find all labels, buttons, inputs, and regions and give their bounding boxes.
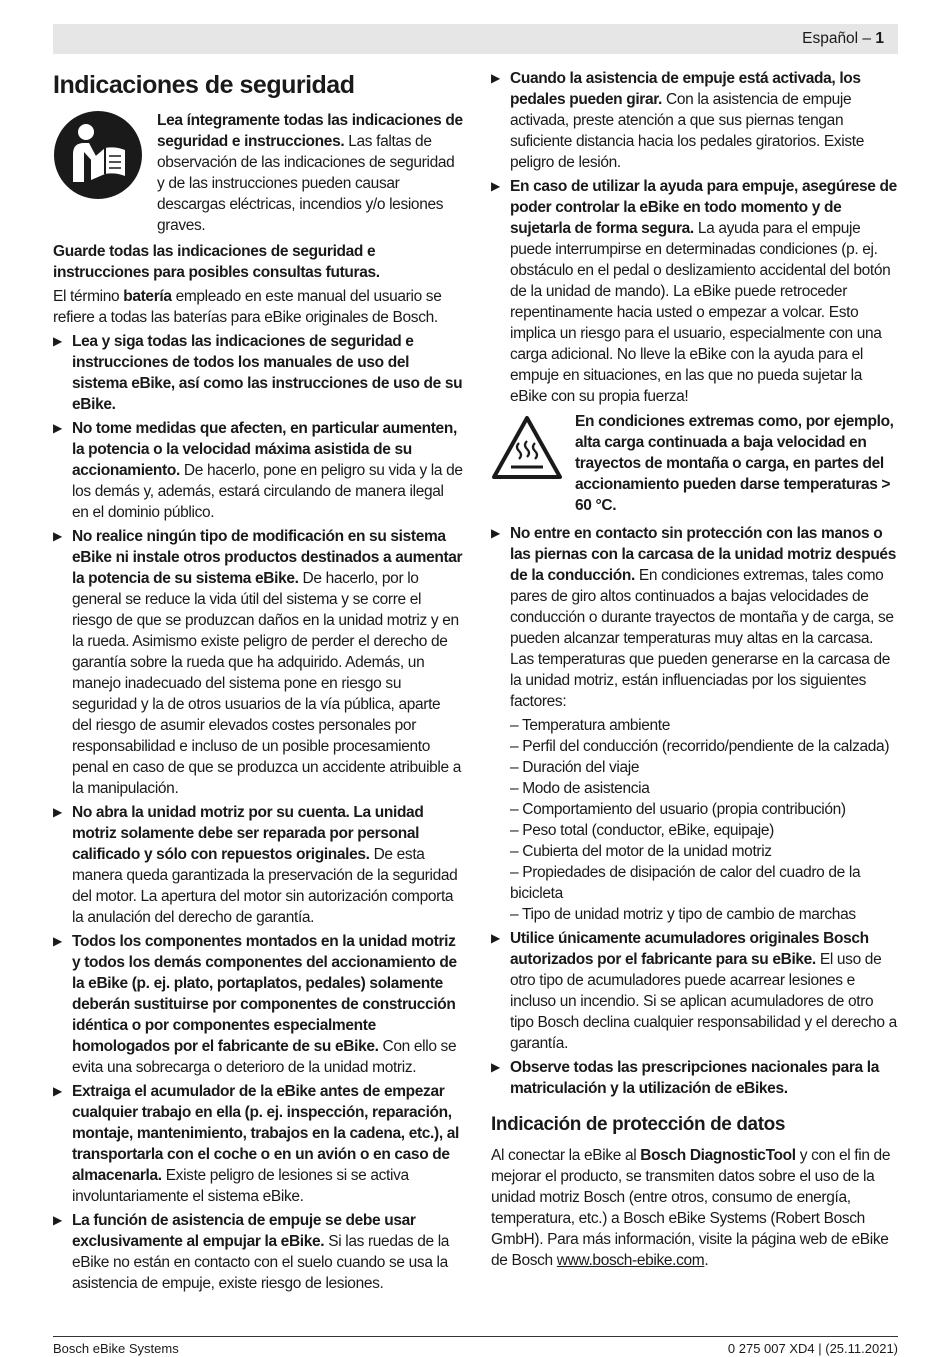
keep-instructions: Guarde todas las indicaciones de seguridad e instrucciones para posibles consultas futuras. bbox=[53, 243, 380, 281]
bullet-arrow-icon: ▶ bbox=[491, 931, 500, 945]
bullet-text: De esta manera queda garantizada la preservación de la seguridad del motor. La apertura del motor sin autorización comporta la anulación del derecho de garantía. bbox=[72, 846, 458, 926]
page-footer bbox=[53, 1336, 898, 1356]
bosch-ebike-link[interactable]: www.bosch-ebike.com bbox=[556, 1252, 705, 1269]
intro-bold: Lea íntegramente todas las indicaciones de seguridad e instrucciones. bbox=[157, 112, 463, 150]
bullet-item bbox=[491, 176, 899, 407]
factor-item: – Duración del viaje bbox=[510, 759, 640, 776]
data-end: . bbox=[704, 1252, 709, 1269]
bullet-text: La ayuda para el empuje puede interrumpirse en determinadas condiciones (p. ej. obstáculo en el pedal o deslizamiento accidental del botón de la unidad de mando). La eBike puede retroceder repentinamente hacia usted o empezar a volcar. Esto implica un riesgo para el usuario, especialmente con una carga adicional. No lleve la eBike con la ayuda para el empuje en situaciones, en las que no pueda sujetar la eBike con su propia fuerza! bbox=[510, 220, 891, 405]
diagnostic-tool-name: Bosch DiagnosticTool bbox=[640, 1147, 796, 1164]
bullet-text: El uso de otro tipo de acumuladores puede acarrear lesiones e incluso un incendio. Si se aplican acumuladores de otro tipo Bosch declina cualquier responsabilidad y el derecho a garantía. bbox=[510, 951, 897, 1052]
intro-block bbox=[53, 110, 463, 239]
bullet-text: Con ello se evita una sobrecarga o deterioro de la unidad motriz. bbox=[72, 1038, 457, 1076]
bullet-item bbox=[53, 526, 463, 799]
bullet-arrow-icon: ▶ bbox=[491, 526, 500, 540]
bullet-arrow-icon: ▶ bbox=[53, 1213, 62, 1227]
factor-item: – Comportamiento del usuario (propia contribución) bbox=[510, 801, 846, 818]
bullet-item bbox=[491, 68, 899, 173]
read-manual-icon bbox=[53, 110, 143, 200]
hot-surface-warning bbox=[491, 411, 899, 519]
data-c: y con el fin de mejorar el producto, se transmiten datos sobre el uso de la unidad motriz Bosch (entre otros, consumo de energía, temperatura, etc.) a Bosch eBike Systems (Robert Bosch GmbH). Para más información, visite la página web de eBike de Bosch bbox=[491, 1147, 891, 1269]
bullet-text: En condiciones extremas, tales como pares de giro altos continuados a bajas velocidades de conducción o durante trayectos de montaña y de carga, se pueden alcanzar temperaturas muy altas en la carcasa. Las temperaturas que pueden generarse en la carcasa de la unidad motriz, están influenciadas por los siguientes factores: bbox=[510, 567, 894, 710]
bullet-arrow-icon: ▶ bbox=[53, 1084, 62, 1098]
data-protection-text bbox=[491, 1145, 899, 1271]
bullet-bold: Observe todas las prescripciones nacionales para la matriculación y la utilización de eBikes. bbox=[510, 1059, 879, 1097]
header-language: Español – bbox=[802, 30, 872, 47]
bullet-arrow-icon: ▶ bbox=[53, 529, 62, 543]
bullet-item bbox=[53, 931, 463, 1078]
right-column bbox=[491, 68, 899, 1274]
term-a: El término bbox=[53, 288, 124, 305]
bullet-text: De hacerlo, por lo general se reduce la vida útil del sistema y se corre el riesgo de que se produzcan daños en la unidad motriz y en la rueda. Asimismo existe peligro de perder el derecho de garantía sobre la rueda que ha adquirido. Además, un manejo inadecuado del sistema pone en riesgo su seguridad y la de otros usuarios de la vía pública, aparte del riesgo de asumir elevados costes personales por responsabilidad e incluso de un posible procesamiento penal en caso de que se produzca un accidente atribuible a la manipulación. bbox=[72, 570, 462, 797]
factor-item: – Modo de asistencia bbox=[510, 780, 650, 797]
bullet-arrow-icon: ▶ bbox=[53, 805, 62, 819]
bullet-bold: No realice ningún tipo de modificación en su sistema eBike ni instale otros productos destinados a aumentar la potencia de su sistema eBike. bbox=[72, 528, 463, 587]
factor-item: – Propiedades de disipación de calor del cuadro de la bicicleta bbox=[510, 864, 861, 902]
bullet-text: De hacerlo, pone en peligro su vida y la de los demás y, además, estará circulando de manera ilegal en el dominio público. bbox=[72, 462, 463, 521]
battery-term bbox=[53, 286, 463, 328]
factor-item: – Perfil del conducción (recorrido/pendiente de la calzada) bbox=[510, 738, 890, 755]
intro-rest: Las faltas de observación de las indicaciones de seguridad y de las instrucciones pueden causar descargas eléctricas, incendios y/o lesiones graves. bbox=[157, 133, 455, 234]
bullet-bold: La función de asistencia de empuje se debe usar exclusivamente al empujar la eBike. bbox=[72, 1212, 416, 1250]
factor-item: – Cubierta del motor de la unidad motriz bbox=[510, 843, 772, 860]
bullet-arrow-icon: ▶ bbox=[53, 334, 62, 348]
header-text bbox=[802, 30, 884, 48]
left-bullet-list bbox=[53, 331, 463, 1294]
bullet-bold: Extraiga el acumulador de la eBike antes de empezar cualquier trabajo en ella (p. ej. inspección, reparación, montaje, mantenimiento, trabajos en la cadena, etc.), al transportarla con el coche o en un avión o en caso de almacenarla. bbox=[72, 1083, 459, 1184]
bullet-item bbox=[53, 1210, 463, 1294]
term-c: empleado en este manual del usuario se refiere a todas las baterías para eBike originales de Bosch. bbox=[53, 288, 442, 326]
intro-text bbox=[157, 110, 463, 236]
page-number: 1 bbox=[875, 30, 884, 47]
bullet-bold: No tome medidas que afecten, en particular aumenten, la potencia o la velocidad máxima asistida de su accionamiento. bbox=[72, 420, 457, 479]
bullet-bold: No abra la unidad motriz por su cuenta. La unidad motriz solamente debe ser reparada por personal calificado y sólo con repuestos originales. bbox=[72, 804, 424, 863]
hot-surface-icon bbox=[491, 415, 563, 481]
data-protection-title: Indicación de protección de datos bbox=[491, 1114, 786, 1135]
bullet-item bbox=[491, 1057, 899, 1099]
bullet-bold: Todos los componentes montados en la unidad motriz y todos los demás componentes del accionamiento de la eBike (p. ej. plato, portaplatos, pedales) solamente deberán sustituirse por componentes de construcción idéntica o por componentes especialmente homologados por el fabricante de su eBike. bbox=[72, 933, 457, 1055]
bullet-bold: En caso de utilizar la ayuda para empuje, asegúrese de poder controlar la eBike en todo momento y de sujetarla de forma segura. bbox=[510, 178, 897, 237]
bullet-arrow-icon: ▶ bbox=[53, 421, 62, 435]
left-column bbox=[53, 68, 463, 1297]
bullet-item bbox=[491, 523, 899, 712]
bullet-bold: Lea y siga todas las indicaciones de seguridad e instrucciones de todos los manuales de uso del sistema eBike, así como las instrucciones de uso de su eBike. bbox=[72, 333, 463, 413]
bullet-bold: Utilice únicamente acumuladores originales Bosch autorizados por el fabricante para su eBike. bbox=[510, 930, 869, 968]
factor-item: – Peso total (conductor, eBike, equipaje) bbox=[510, 822, 774, 839]
section-title: Indicaciones de seguridad bbox=[53, 71, 355, 99]
bullet-arrow-icon: ▶ bbox=[491, 71, 500, 85]
footer-company: Bosch eBike Systems bbox=[53, 1341, 179, 1356]
bullet-item bbox=[53, 418, 463, 523]
bullet-text: Existe peligro de lesiones si se activa involuntariamente el sistema eBike. bbox=[72, 1167, 409, 1205]
bullet-item bbox=[53, 802, 463, 928]
bullet-item bbox=[53, 331, 463, 415]
bullet-text: Con la asistencia de empuje activada, preste atención a que sus piernas tengan suficiente distancia hacia los pedales giratorios. Existe peligro de lesión. bbox=[510, 91, 864, 171]
bullet-arrow-icon: ▶ bbox=[491, 179, 500, 193]
bullet-item bbox=[53, 1081, 463, 1207]
factor-list bbox=[491, 715, 899, 925]
factor-item: – Temperatura ambiente bbox=[510, 717, 671, 734]
warning-text: En condiciones extremas como, por ejemplo, alta carga continuada a baja velocidad en trayectos de montaña o carga, en partes del accionamiento pueden darse temperaturas > 60 °C. bbox=[575, 413, 894, 514]
bullet-item bbox=[491, 928, 899, 1054]
footer-doc-id: 0 275 007 XD4 | (25.11.2021) bbox=[727, 1341, 898, 1356]
term-b: batería bbox=[123, 288, 172, 305]
data-a: Al conectar la eBike al bbox=[491, 1147, 641, 1164]
factor-item: – Tipo de unidad motriz y tipo de cambio de marchas bbox=[510, 906, 856, 923]
bullet-arrow-icon: ▶ bbox=[491, 1060, 500, 1074]
bullet-bold: Cuando la asistencia de empuje está activada, los pedales pueden girar. bbox=[510, 70, 861, 108]
bullet-bold: No entre en contacto sin protección con las manos o las piernas con la carcasa de la unidad motriz después de la conducción. bbox=[510, 525, 896, 584]
bullet-text: Si las ruedas de la eBike no están en contacto con el suelo cuando se usa la asistencia de empuje, existe riesgo de lesiones. bbox=[72, 1233, 450, 1292]
bullet-arrow-icon: ▶ bbox=[53, 934, 62, 948]
page-header bbox=[53, 24, 898, 54]
